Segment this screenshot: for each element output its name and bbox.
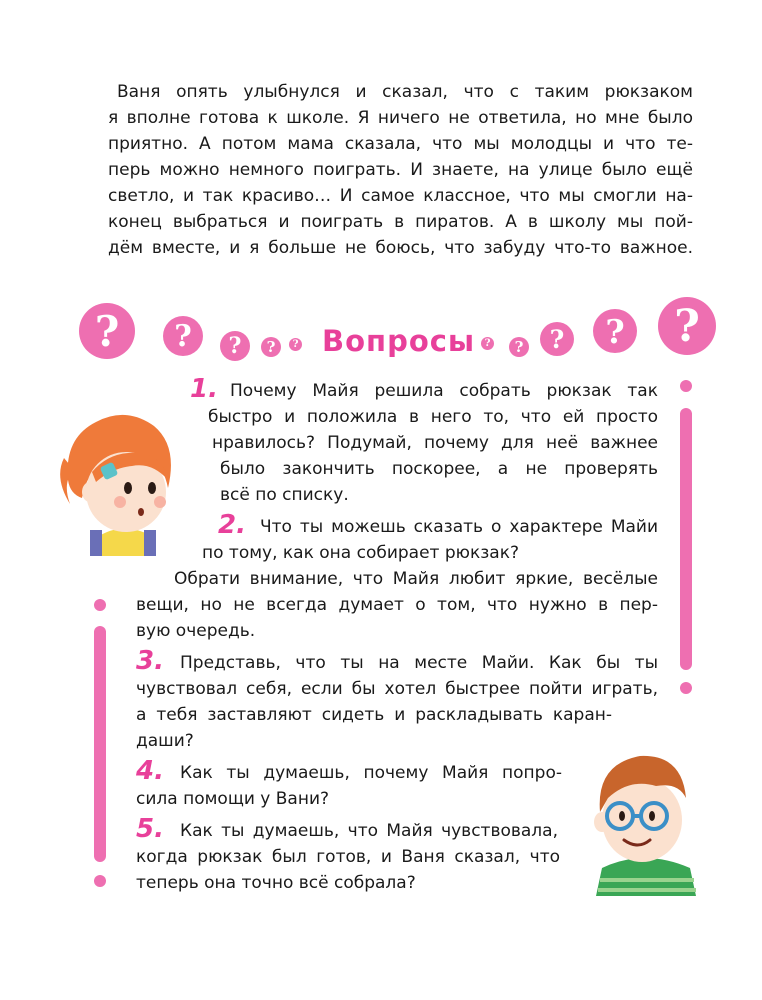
question-line: вую очередь. [136,621,256,641]
question-line: даши? [136,731,194,751]
questions-title: Вопросы [322,324,476,358]
girl-illustration [56,408,188,556]
question-line: вещи, но не всегда думает о том, что нужно в пер- [136,595,658,615]
question-line: Представь, что ты на месте Майи. Как бы ты [180,653,658,673]
question-bubble-icon: ? [658,297,716,355]
question-line: по тому, как она собирает рюкзак? [202,543,519,563]
intro-line: светло, и так красиво… И самое классное, что мы смогли на- [108,186,693,206]
question-line: Что ты можешь сказать о характере Майи [260,517,658,537]
decor-bar [680,408,692,670]
decor-dot [94,875,106,887]
question-bubble-icon: ? [481,337,494,350]
decor-dot [94,599,106,611]
question-bubble-icon: ? [163,316,203,356]
question-line: чувствовал себя, если бы хотел быстрее пойти играть, [136,679,658,699]
question-number: 1. [190,374,218,404]
question-line: быстро и положила в него то, что ей просто [208,407,658,427]
question-line: всё по списку. [220,485,349,505]
question-line: когда рюкзак был готов, и Ваня сказал, что [136,847,560,867]
question-bubble-icon: ? [261,337,281,357]
question-bubble-icon: ? [79,303,135,359]
question-line: было закончить поскорее, а не проверять [220,459,658,479]
question-bubble-icon: ? [540,322,574,356]
intro-line: приятно. А потом мама сказала, что мы молодцы и что те- [108,134,693,154]
decor-dot [680,380,692,392]
question-line: Почему Майя решила собрать рюкзак так [230,381,658,401]
question-line: а тебя заставляют сидеть и раскладывать каран- [136,705,612,725]
question-number: 3. [136,646,164,676]
question-line: Обрати внимание, что Майя любит яркие, весёлые [174,569,658,589]
question-bubble-icon: ? [593,309,637,353]
question-bubble-icon: ? [289,338,302,351]
question-line: Как ты думаешь, почему Майя попро- [180,763,562,783]
decor-bar [94,626,106,862]
question-bubble-icon: ? [509,337,529,357]
question-number: 2. [218,510,246,540]
question-line: нравилось? Подумай, почему для неё важнее [212,433,658,453]
question-number: 4. [136,756,164,786]
intro-line: я вполне готова к школе. Я ничего не ответила, но мне было [108,108,693,128]
decor-dot [680,682,692,694]
question-line: теперь она точно всё собрала? [136,873,416,893]
intro-line: перь можно немного поиграть. И знаете, на улице было ещё [108,160,693,180]
boy-illustration [586,748,702,896]
question-line: сила помощи у Вани? [136,789,330,809]
intro-line: Ваня опять улыбнулся и сказал, что с таким рюкзаком [117,82,693,102]
question-number: 5. [136,814,164,844]
question-line: Как ты думаешь, что Майя чувствовала, [180,821,558,841]
intro-line: конец выбраться и поиграть в пиратов. А в школу мы пой- [108,212,693,232]
question-bubble-icon: ? [220,331,250,361]
intro-line: дём вместе, и я больше не боюсь, что забуду что-то важное. [108,238,693,258]
